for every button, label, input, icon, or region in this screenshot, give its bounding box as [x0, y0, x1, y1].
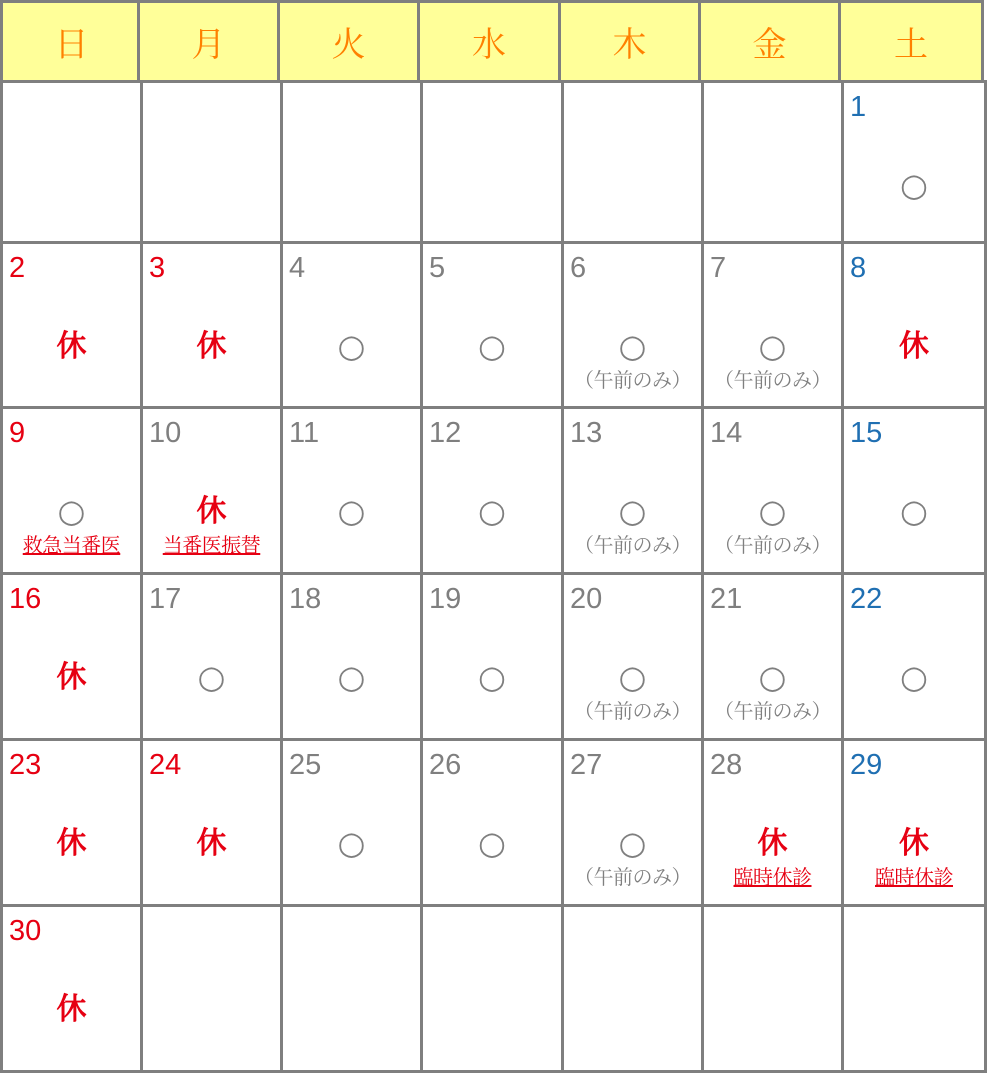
header-thursday: 木 [558, 0, 701, 83]
day-number: 7 [710, 252, 727, 284]
day-number: 25 [289, 749, 322, 781]
closed-mark: 休 [196, 329, 227, 364]
open-circle-icon: ○ [618, 658, 647, 696]
calendar-day-2[interactable] [0, 241, 143, 409]
calendar-day-6[interactable] [561, 241, 704, 409]
calendar-day-empty [420, 80, 564, 244]
open-circle-icon: ○ [900, 166, 928, 204]
calendar-day-empty [701, 80, 844, 244]
day-number: 13 [570, 417, 603, 449]
day-number: 22 [850, 583, 883, 615]
closed-mark: 休 [196, 826, 227, 861]
day-number: 2 [9, 252, 26, 284]
morning-only-note: （午前のみ） [574, 368, 691, 392]
morning-only-note: （午前のみ） [714, 533, 831, 557]
header-tuesday: 火 [277, 0, 420, 83]
header-wednesday: 水 [417, 0, 561, 83]
open-circle-icon: ○ [337, 492, 366, 530]
calendar-day-empty [420, 904, 564, 1073]
open-circle-icon: ○ [618, 824, 647, 862]
day-number: 15 [850, 417, 883, 449]
calendar-day-15[interactable] [841, 406, 987, 575]
header-friday: 金 [698, 0, 841, 83]
open-circle-icon: ○ [337, 327, 366, 365]
calendar-day-empty [280, 904, 423, 1073]
day-number: 30 [9, 915, 42, 947]
day-number: 14 [710, 417, 743, 449]
morning-only-note: （午前のみ） [574, 533, 691, 557]
day-number: 20 [570, 583, 603, 615]
open-circle-icon: ○ [478, 492, 506, 530]
day-number: 12 [429, 417, 462, 449]
calendar-day-12[interactable] [420, 406, 564, 575]
open-circle-icon: ○ [758, 658, 787, 696]
calendar-day-1[interactable] [841, 80, 987, 244]
open-circle-icon: ○ [618, 492, 647, 530]
calendar-day-11[interactable] [280, 406, 423, 575]
day-number: 8 [850, 252, 867, 284]
day-number: 29 [850, 749, 883, 781]
calendar-day-26[interactable] [420, 738, 564, 907]
day-number: 6 [570, 252, 587, 284]
day-number: 24 [149, 749, 182, 781]
special-notice-link[interactable]: 救急当番医 [22, 533, 121, 557]
day-number: 4 [289, 252, 306, 284]
open-circle-icon: ○ [478, 327, 506, 365]
open-circle-icon: ○ [478, 658, 506, 696]
morning-only-note: （午前のみ） [714, 368, 831, 392]
calendar-day-empty [561, 80, 704, 244]
calendar-day-10[interactable] [140, 406, 283, 575]
open-circle-icon: ○ [618, 327, 647, 365]
calendar-day-22[interactable] [841, 572, 987, 741]
day-number: 18 [289, 583, 322, 615]
calendar-day-18[interactable] [280, 572, 423, 741]
calendar-day-empty [280, 80, 423, 244]
calendar-day-16[interactable] [0, 572, 143, 741]
special-notice-link[interactable]: 臨時休診 [733, 865, 812, 889]
calendar-day-empty [561, 904, 704, 1073]
calendar-day-19[interactable] [420, 572, 564, 741]
open-circle-icon: ○ [337, 824, 366, 862]
calendar-day-5[interactable] [420, 241, 564, 409]
open-circle-icon: ○ [758, 492, 787, 530]
calendar-day-28[interactable] [701, 738, 844, 907]
calendar-day-empty [140, 904, 283, 1073]
day-number: 23 [9, 749, 42, 781]
calendar-day-14[interactable] [701, 406, 844, 575]
special-notice-link[interactable]: 当番医振替 [162, 533, 261, 557]
header-monday: 月 [137, 0, 280, 83]
day-number: 21 [710, 583, 743, 615]
closed-mark: 休 [56, 660, 87, 695]
calendar-day-empty [841, 904, 987, 1073]
calendar-day-29[interactable] [841, 738, 987, 907]
calendar-day-20[interactable] [561, 572, 704, 741]
calendar-day-7[interactable] [701, 241, 844, 409]
day-number: 27 [570, 749, 603, 781]
header-sunday: 日 [0, 0, 143, 83]
day-number: 16 [9, 583, 42, 615]
calendar-day-25[interactable] [280, 738, 423, 907]
closed-mark: 休 [56, 329, 87, 364]
calendar-day-8[interactable] [841, 241, 987, 409]
calendar-day-21[interactable] [701, 572, 844, 741]
day-number: 5 [429, 252, 446, 284]
closed-mark: 休 [899, 826, 929, 861]
open-circle-icon: ○ [197, 658, 226, 696]
calendar-day-9[interactable] [0, 406, 143, 575]
closed-mark: 休 [56, 826, 87, 861]
calendar-day-empty [0, 80, 143, 244]
day-number: 3 [149, 252, 166, 284]
calendar-day-27[interactable] [561, 738, 704, 907]
closed-mark: 休 [56, 992, 87, 1027]
morning-only-note: （午前のみ） [714, 699, 831, 723]
calendar-day-3[interactable] [140, 241, 283, 409]
open-circle-icon: ○ [758, 327, 787, 365]
morning-only-note: （午前のみ） [574, 699, 691, 723]
open-circle-icon: ○ [57, 492, 86, 530]
day-number: 9 [9, 417, 26, 449]
day-number: 17 [149, 583, 182, 615]
header-saturday: 土 [838, 0, 984, 83]
calendar-day-23[interactable] [0, 738, 143, 907]
calendar-day-13[interactable] [561, 406, 704, 575]
open-circle-icon: ○ [900, 492, 928, 530]
morning-only-note: （午前のみ） [574, 865, 691, 889]
calendar-day-empty [140, 80, 283, 244]
closed-mark: 休 [899, 329, 929, 364]
special-notice-link[interactable]: 臨時休診 [875, 865, 953, 889]
open-circle-icon: ○ [900, 658, 928, 696]
day-number: 10 [149, 417, 182, 449]
calendar-day-24[interactable] [140, 738, 283, 907]
calendar-day-30[interactable] [0, 904, 143, 1073]
open-circle-icon: ○ [337, 658, 366, 696]
calendar-day-4[interactable] [280, 241, 423, 409]
day-number: 28 [710, 749, 743, 781]
closed-mark: 休 [196, 494, 227, 529]
open-circle-icon: ○ [478, 824, 506, 862]
day-number: 26 [429, 749, 462, 781]
day-number: 11 [289, 417, 320, 449]
calendar-day-17[interactable] [140, 572, 283, 741]
day-number: 1 [850, 91, 867, 123]
day-number: 19 [429, 583, 462, 615]
closed-mark: 休 [757, 826, 788, 861]
calendar-day-empty [701, 904, 844, 1073]
